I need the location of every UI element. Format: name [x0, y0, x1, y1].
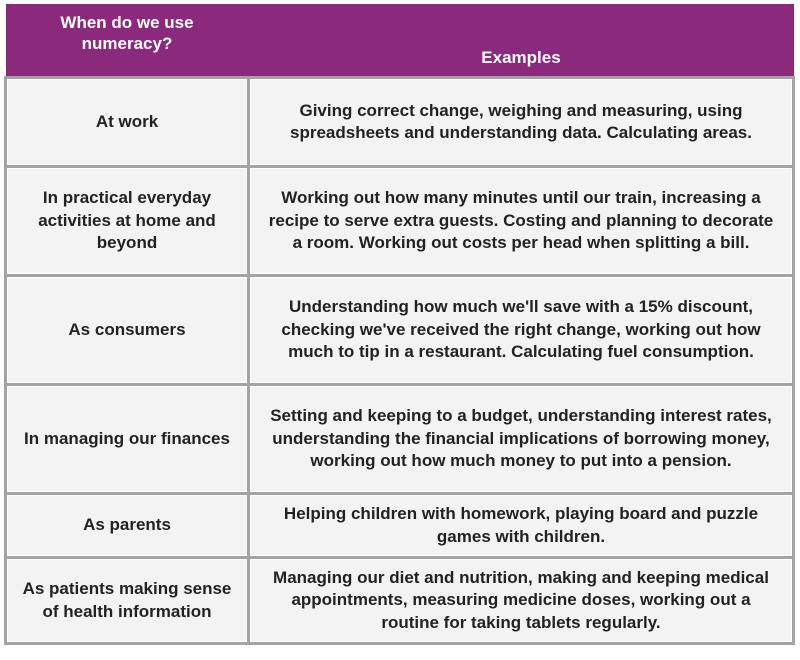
examples-cell: Working out how many minutes until our train, increasing a recipe to serve extra guests. Costing and planning to decorate a room. Working out costs per head when splitting a bill. — [249, 167, 794, 276]
header-examples: Examples — [249, 4, 794, 78]
table-row — [6, 78, 794, 167]
examples-cell: Setting and keeping to a budget, understanding interest rates, understanding the financial implications of borrowing money, working out how much money to put into a pension. — [249, 385, 794, 494]
examples-cell: Managing our diet and nutrition, making and keeping medical appointments, measuring medicine doses, working out a routine for taking tablets regularly. — [249, 558, 794, 644]
context-cell: In practical everyday activities at home and beyond — [6, 167, 249, 276]
header-when: When do we use numeracy? — [6, 4, 249, 78]
examples-cell: Giving correct change, weighing and measuring, using spreadsheets and understanding data. Calculating areas. — [249, 78, 794, 167]
context-cell: In managing our finances — [6, 385, 249, 494]
examples-cell: Understanding how much we'll save with a 15% discount, checking we've received the right change, working out how much to tip in a restaurant. Calculating fuel consumption. — [249, 276, 794, 385]
table-row — [6, 167, 794, 276]
table-row — [6, 385, 794, 494]
table-row — [6, 494, 794, 558]
numeracy-table — [4, 4, 795, 645]
table-row — [6, 558, 794, 644]
table-row — [6, 276, 794, 385]
header-row — [6, 4, 794, 78]
context-cell: As consumers — [6, 276, 249, 385]
context-cell: As parents — [6, 494, 249, 558]
context-cell: At work — [6, 78, 249, 167]
context-cell: As patients making sense of health information — [6, 558, 249, 644]
examples-cell: Helping children with homework, playing board and puzzle games with children. — [249, 494, 794, 558]
